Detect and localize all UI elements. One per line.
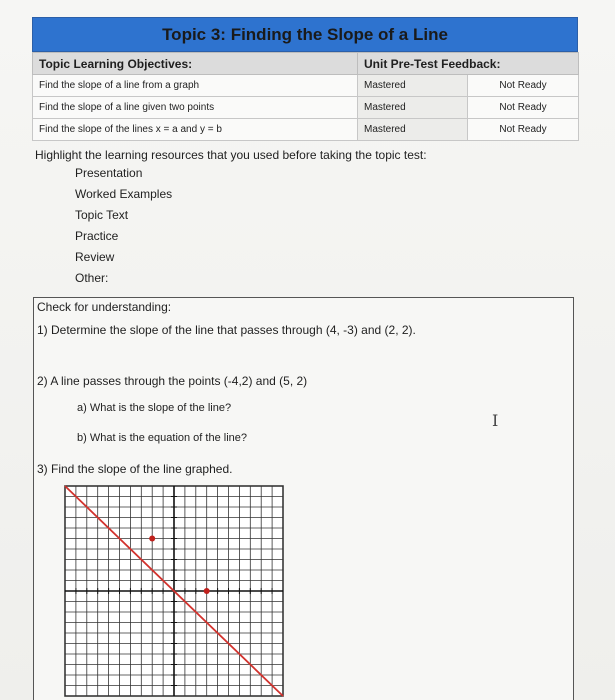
check-title: Check for understanding: [37, 300, 172, 314]
not-ready-option: Not Ready [468, 119, 579, 141]
resource-worked-examples[interactable]: Worked Examples [75, 187, 173, 201]
question-1: 1) Determine the slope of the line that passes through (4, -3) and (2, 2). [37, 323, 416, 337]
resource-presentation[interactable]: Presentation [75, 166, 143, 180]
question-2b: b) What is the equation of the line? [77, 432, 247, 444]
graph-point [149, 536, 155, 542]
resource-practice[interactable]: Practice [75, 229, 119, 243]
objectives-table [32, 52, 579, 141]
feedback-header: Unit Pre-Test Feedback: [358, 53, 579, 75]
question-2a: a) What is the slope of the line? [77, 402, 232, 414]
question-2: 2) A line passes through the points (-4,2) and (5, 2) [37, 374, 308, 388]
highlight-prompt: Highlight the learning resources that you used before taking the topic test: [35, 148, 427, 162]
objectives-header-row [33, 53, 579, 75]
objectives-header: Topic Learning Objectives: [33, 53, 358, 75]
resource-review[interactable]: Review [75, 250, 115, 264]
not-ready-option: Not Ready [468, 97, 579, 119]
topic-title-banner [32, 17, 578, 52]
question-3: 3) Find the slope of the line graphed. [37, 462, 233, 476]
objective-text: Find the slope of a line given two points [33, 97, 358, 119]
objective-text: Find the slope of the lines x = a and y = b [33, 119, 358, 141]
mastered-option: Mastered [358, 119, 468, 141]
objective-row [33, 97, 579, 119]
not-ready-option: Not Ready [468, 75, 579, 97]
objective-row [33, 75, 579, 97]
coordinate-graph [64, 485, 284, 697]
objective-text: Find the slope of a line from a graph [33, 75, 358, 97]
check-for-understanding-box [33, 297, 574, 700]
text-cursor-icon: I [492, 411, 499, 430]
topic-title: Topic 3: Finding the Slope of a Line [162, 24, 448, 44]
mastered-option: Mastered [358, 97, 468, 119]
mastered-option: Mastered [358, 75, 468, 97]
resource-other[interactable]: Other: [75, 271, 109, 285]
graph-point [204, 588, 210, 594]
resource-list [75, 166, 172, 292]
resource-topic-text[interactable]: Topic Text [75, 208, 129, 222]
objective-row [33, 119, 579, 141]
